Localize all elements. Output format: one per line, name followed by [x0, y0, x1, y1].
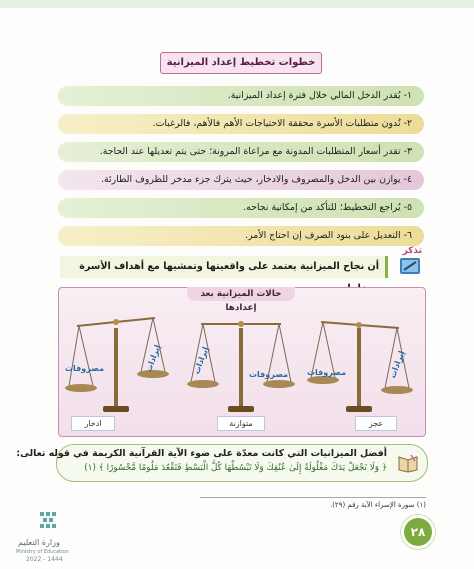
- top-strip: [0, 0, 474, 8]
- scale-label: مصروفات: [249, 370, 289, 379]
- footnote-divider: [200, 497, 426, 498]
- scale-caption: ادخار: [71, 416, 115, 431]
- figure-title: حالات الميزانية بعد إعدادها: [187, 287, 295, 301]
- scales-illustration: [59, 288, 425, 436]
- step-item: ٤- يوازن بين الدخل والمصروف والادخار، حيث يترك جزء مدخر للظروف الطارئة.: [58, 170, 424, 190]
- footnote: (١) سورة الإسراء الآية رقم (٢٩).: [329, 501, 426, 509]
- quote-intro: أفضل الميزانيات التي كانت معدّة على ضوء الآية القرآنية الكريمة في قوله تعالى:: [16, 448, 387, 459]
- steps-list: [58, 86, 424, 254]
- step-item: ٣- تقدر أسعار المتطلبات المدونة مع مراعاة المرونة؛ حتى يتم تعديلها عند الحاجة.: [58, 142, 424, 162]
- page-number: ٢٨: [404, 518, 432, 546]
- scale-caption: عجز: [355, 416, 397, 431]
- ministry-year: 2022 - 1444: [26, 556, 63, 563]
- ministry-name-english: Ministry of Education: [16, 549, 69, 555]
- scale-label: إيرادات: [388, 349, 407, 380]
- quote-verse: ﴿ وَلَا تَجْعَلْ يَدَكَ مَغْلُولَةً إِلَىٰ عُنُقِكَ وَلَا تَبْسُطْهَا كُلَّ الْبَسْطِ فَتَقْعُدَ مَلُومًا مَّحْسُورًا ﴾ (١): [84, 463, 387, 473]
- scale-label: إيرادات: [144, 343, 163, 374]
- step-item: ٥- يُراجع التخطيط؛ للتأكد من إمكانية نجاحه.: [58, 198, 424, 218]
- ministry-name-arabic: وزارة التعليم: [18, 538, 60, 547]
- remember-box: [58, 246, 424, 280]
- remember-label: تذكر: [402, 246, 422, 256]
- notebook-icon: [394, 252, 424, 278]
- scale-label: مصروفات: [65, 364, 105, 373]
- scale-caption: متوازنة: [217, 416, 265, 431]
- scale-label: إيرادات: [192, 345, 211, 376]
- quran-book-icon: [397, 453, 419, 473]
- scale-label: مصروفات: [307, 368, 347, 377]
- step-item: ١- يُقدر الدخل المالي خلال فترة إعداد الميزانية.: [58, 86, 424, 106]
- step-item: ٢- تُدون متطلبات الأسرة محققة الاحتياجات الأهم فالأهم، فالرغبات.: [58, 114, 424, 134]
- scales-figure: [58, 287, 426, 437]
- remember-text: أن نجاح الميزانية يعتمد على واقعيتها وتمشيها مع أهداف الأسرة: [60, 256, 388, 278]
- section-title: خطوات تخطيط إعداد الميزانية: [160, 52, 322, 74]
- step-item: ٦- التعديل على بنود الصرف إن احتاج الأمر.: [58, 226, 424, 246]
- quran-quote-box: [16, 444, 428, 482]
